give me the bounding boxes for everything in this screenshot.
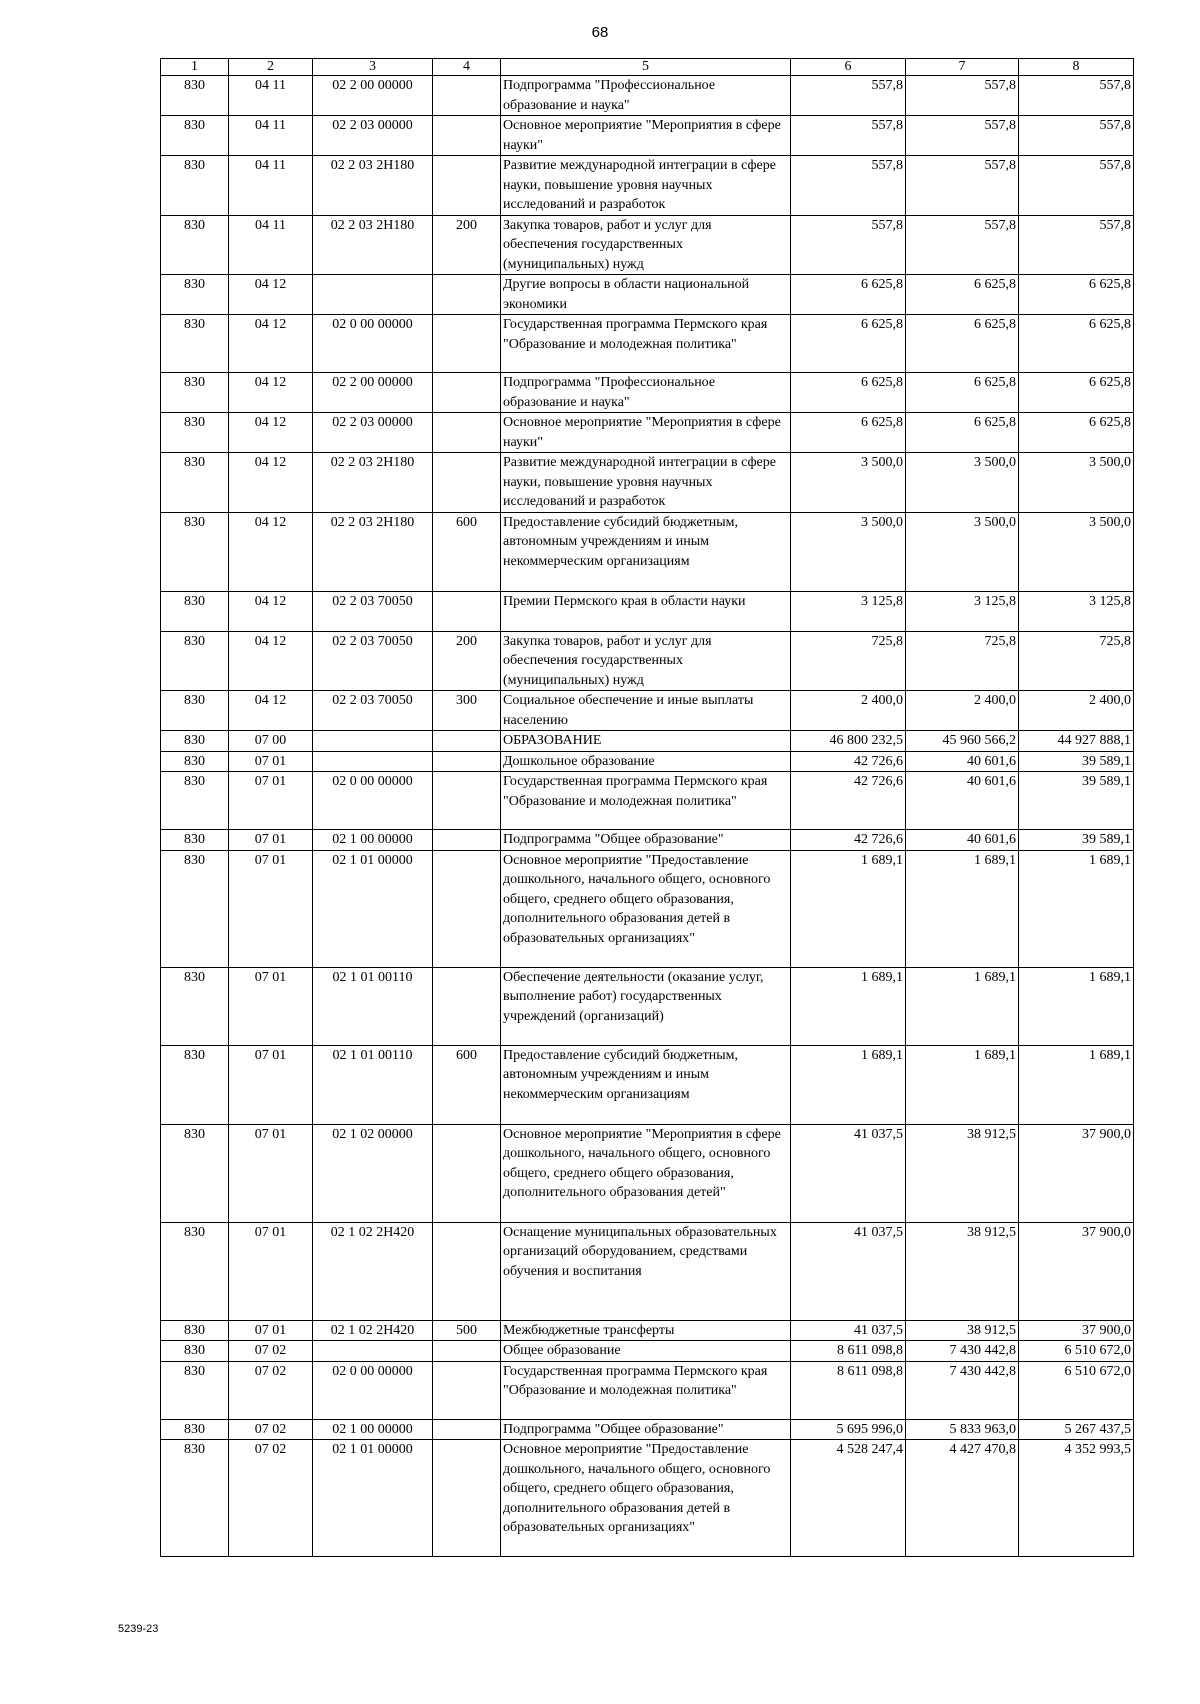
cell-expense-type [433, 1440, 501, 1557]
cell-expense-type [433, 751, 501, 772]
table-row [161, 691, 1134, 731]
cell-amount-year1: 2 400,0 [791, 691, 906, 731]
cell-target-item [313, 1341, 433, 1362]
cell-expense-type [433, 591, 501, 631]
cell-section: 07 01 [229, 751, 313, 772]
cell-name: Закупка товаров, работ и услуг для обеспечения государственных (муниципальных) нужд [501, 215, 791, 275]
cell-section: 07 01 [229, 830, 313, 851]
cell-name: Государственная программа Пермского края "Образование и молодежная политика" [501, 772, 791, 830]
cell-amount-year3: 1 689,1 [1019, 967, 1134, 1045]
cell-target-item: 02 1 00 00000 [313, 830, 433, 851]
cell-receiver: 830 [161, 116, 229, 156]
cell-amount-year3: 39 589,1 [1019, 751, 1134, 772]
cell-expense-type [433, 1419, 501, 1440]
column-header: 7 [906, 59, 1019, 76]
table-row [161, 850, 1134, 967]
column-header: 5 [501, 59, 791, 76]
cell-receiver: 830 [161, 275, 229, 315]
table-row [161, 772, 1134, 830]
cell-amount-year3: 4 352 993,5 [1019, 1440, 1134, 1557]
cell-receiver: 830 [161, 850, 229, 967]
cell-section: 04 11 [229, 116, 313, 156]
cell-expense-type: 500 [433, 1320, 501, 1341]
cell-amount-year1: 42 726,6 [791, 772, 906, 830]
table-row [161, 967, 1134, 1045]
cell-amount-year3: 2 400,0 [1019, 691, 1134, 731]
cell-amount-year2: 7 430 442,8 [906, 1341, 1019, 1362]
cell-amount-year2: 38 912,5 [906, 1222, 1019, 1320]
budget-table [160, 58, 1134, 1557]
cell-name: Подпрограмма "Общее образование" [501, 1419, 791, 1440]
cell-expense-type [433, 275, 501, 315]
cell-amount-year2: 40 601,6 [906, 772, 1019, 830]
cell-section: 04 12 [229, 413, 313, 453]
cell-name: Другие вопросы в области национальной экономики [501, 275, 791, 315]
cell-amount-year1: 6 625,8 [791, 373, 906, 413]
cell-name: Государственная программа Пермского края "Образование и молодежная политика" [501, 1361, 791, 1419]
cell-name: Развитие международной интеграции в сфере науки, повышение уровня научных исследований и разработок [501, 453, 791, 513]
cell-amount-year3: 37 900,0 [1019, 1320, 1134, 1341]
cell-expense-type [433, 731, 501, 752]
cell-amount-year1: 8 611 098,8 [791, 1341, 906, 1362]
cell-amount-year2: 6 625,8 [906, 275, 1019, 315]
cell-name: Подпрограмма "Профессиональное образование и наука" [501, 76, 791, 116]
cell-target-item: 02 2 03 00000 [313, 116, 433, 156]
cell-expense-type: 200 [433, 215, 501, 275]
table-row [161, 591, 1134, 631]
cell-name: Основное мероприятие "Мероприятия в сфере науки" [501, 116, 791, 156]
cell-amount-year1: 6 625,8 [791, 275, 906, 315]
table-row [161, 1419, 1134, 1440]
cell-amount-year2: 6 625,8 [906, 373, 1019, 413]
cell-target-item: 02 2 03 2Н180 [313, 156, 433, 216]
cell-expense-type [433, 967, 501, 1045]
cell-section: 07 01 [229, 1320, 313, 1341]
cell-section: 04 12 [229, 512, 313, 591]
cell-amount-year3: 3 125,8 [1019, 591, 1134, 631]
cell-amount-year1: 3 125,8 [791, 591, 906, 631]
cell-receiver: 830 [161, 373, 229, 413]
cell-amount-year2: 1 689,1 [906, 1045, 1019, 1124]
cell-target-item: 02 1 01 00110 [313, 1045, 433, 1124]
table-row [161, 830, 1134, 851]
cell-name: Обеспечение деятельности (оказание услуг, выполнение работ) государственных учреждений (организаций) [501, 967, 791, 1045]
cell-receiver: 830 [161, 76, 229, 116]
cell-amount-year2: 40 601,6 [906, 751, 1019, 772]
cell-section: 07 01 [229, 772, 313, 830]
cell-amount-year2: 1 689,1 [906, 850, 1019, 967]
cell-amount-year1: 1 689,1 [791, 967, 906, 1045]
cell-amount-year2: 4 427 470,8 [906, 1440, 1019, 1557]
table-row [161, 453, 1134, 513]
cell-amount-year2: 40 601,6 [906, 830, 1019, 851]
cell-name: Предоставление субсидий бюджетным, автономным учреждениям и иным некоммерческим организациям [501, 512, 791, 591]
cell-name: Подпрограмма "Общее образование" [501, 830, 791, 851]
cell-name: Межбюджетные трансферты [501, 1320, 791, 1341]
cell-target-item: 02 0 00 00000 [313, 315, 433, 373]
cell-target-item: 02 2 03 70050 [313, 591, 433, 631]
cell-target-item: 02 1 02 2Н420 [313, 1222, 433, 1320]
table-row [161, 315, 1134, 373]
table-row [161, 1440, 1134, 1557]
cell-target-item: 02 1 01 00000 [313, 1440, 433, 1557]
table-row [161, 156, 1134, 216]
cell-amount-year1: 725,8 [791, 631, 906, 691]
column-header: 2 [229, 59, 313, 76]
cell-target-item [313, 275, 433, 315]
cell-amount-year3: 6 510 672,0 [1019, 1361, 1134, 1419]
cell-expense-type [433, 413, 501, 453]
cell-name: Общее образование [501, 1341, 791, 1362]
cell-receiver: 830 [161, 591, 229, 631]
cell-expense-type [433, 1341, 501, 1362]
cell-expense-type [433, 850, 501, 967]
cell-amount-year1: 8 611 098,8 [791, 1361, 906, 1419]
cell-receiver: 830 [161, 772, 229, 830]
cell-name: Государственная программа Пермского края "Образование и молодежная политика" [501, 315, 791, 373]
cell-receiver: 830 [161, 731, 229, 752]
cell-amount-year1: 1 689,1 [791, 850, 906, 967]
column-header: 6 [791, 59, 906, 76]
cell-section: 04 12 [229, 631, 313, 691]
cell-amount-year1: 557,8 [791, 156, 906, 216]
cell-name: Развитие международной интеграции в сфере науки, повышение уровня научных исследований и разработок [501, 156, 791, 216]
table-row [161, 275, 1134, 315]
cell-target-item: 02 0 00 00000 [313, 772, 433, 830]
cell-amount-year3: 6 625,8 [1019, 275, 1134, 315]
cell-amount-year1: 41 037,5 [791, 1124, 906, 1222]
cell-name: Премии Пермского края в области науки [501, 591, 791, 631]
cell-amount-year3: 39 589,1 [1019, 830, 1134, 851]
cell-name: Закупка товаров, работ и услуг для обеспечения государственных (муниципальных) нужд [501, 631, 791, 691]
cell-amount-year1: 46 800 232,5 [791, 731, 906, 752]
column-header: 4 [433, 59, 501, 76]
table-row [161, 512, 1134, 591]
cell-amount-year3: 557,8 [1019, 215, 1134, 275]
table-row [161, 116, 1134, 156]
cell-name: Основное мероприятие "Мероприятия в сфере дошкольного, начального общего, основного общего, среднего общего образования, дополнительного образования детей" [501, 1124, 791, 1222]
cell-amount-year2: 38 912,5 [906, 1124, 1019, 1222]
cell-amount-year1: 4 528 247,4 [791, 1440, 906, 1557]
table-row [161, 1124, 1134, 1222]
cell-amount-year3: 6 625,8 [1019, 373, 1134, 413]
cell-amount-year3: 557,8 [1019, 76, 1134, 116]
cell-target-item: 02 2 03 70050 [313, 691, 433, 731]
cell-receiver: 830 [161, 1361, 229, 1419]
cell-expense-type: 600 [433, 1045, 501, 1124]
cell-amount-year2: 45 960 566,2 [906, 731, 1019, 752]
cell-expense-type [433, 1124, 501, 1222]
cell-expense-type [433, 373, 501, 413]
cell-target-item: 02 0 00 00000 [313, 1361, 433, 1419]
cell-target-item: 02 2 03 00000 [313, 413, 433, 453]
cell-amount-year2: 3 500,0 [906, 453, 1019, 513]
cell-receiver: 830 [161, 1419, 229, 1440]
cell-amount-year3: 37 900,0 [1019, 1222, 1134, 1320]
table-row [161, 76, 1134, 116]
cell-expense-type [433, 156, 501, 216]
cell-target-item: 02 1 00 00000 [313, 1419, 433, 1440]
cell-receiver: 830 [161, 512, 229, 591]
cell-section: 07 01 [229, 850, 313, 967]
cell-receiver: 830 [161, 1045, 229, 1124]
cell-receiver: 830 [161, 1320, 229, 1341]
cell-amount-year2: 3 500,0 [906, 512, 1019, 591]
cell-name: Дошкольное образование [501, 751, 791, 772]
cell-section: 07 01 [229, 967, 313, 1045]
table-row [161, 373, 1134, 413]
cell-expense-type: 600 [433, 512, 501, 591]
cell-expense-type [433, 772, 501, 830]
cell-amount-year3: 44 927 888,1 [1019, 731, 1134, 752]
table-row [161, 1361, 1134, 1419]
cell-amount-year3: 3 500,0 [1019, 512, 1134, 591]
cell-target-item: 02 1 02 00000 [313, 1124, 433, 1222]
column-header: 8 [1019, 59, 1134, 76]
cell-amount-year1: 1 689,1 [791, 1045, 906, 1124]
cell-section: 04 11 [229, 76, 313, 116]
table-row [161, 731, 1134, 752]
page-number: 68 [591, 24, 609, 41]
cell-amount-year2: 6 625,8 [906, 413, 1019, 453]
table-row [161, 215, 1134, 275]
cell-target-item [313, 751, 433, 772]
cell-name: Социальное обеспечение и иные выплаты населению [501, 691, 791, 731]
cell-section: 04 12 [229, 275, 313, 315]
table-row [161, 751, 1134, 772]
cell-section: 07 00 [229, 731, 313, 752]
cell-amount-year1: 42 726,6 [791, 830, 906, 851]
cell-receiver: 830 [161, 967, 229, 1045]
cell-amount-year1: 41 037,5 [791, 1320, 906, 1341]
cell-amount-year2: 2 400,0 [906, 691, 1019, 731]
cell-section: 07 02 [229, 1341, 313, 1362]
cell-amount-year1: 6 625,8 [791, 413, 906, 453]
cell-amount-year3: 6 625,8 [1019, 413, 1134, 453]
cell-receiver: 830 [161, 1124, 229, 1222]
cell-amount-year3: 37 900,0 [1019, 1124, 1134, 1222]
cell-target-item: 02 2 03 2Н180 [313, 453, 433, 513]
cell-name: Основное мероприятие "Предоставление дошкольного, начального общего, основного общего, среднего общего образования, дополнительного образования детей в образовательных организациях" [501, 850, 791, 967]
cell-expense-type [433, 830, 501, 851]
cell-amount-year1: 557,8 [791, 116, 906, 156]
cell-amount-year1: 5 695 996,0 [791, 1419, 906, 1440]
cell-amount-year3: 6 625,8 [1019, 315, 1134, 373]
cell-amount-year3: 725,8 [1019, 631, 1134, 691]
cell-amount-year1: 3 500,0 [791, 512, 906, 591]
cell-amount-year3: 1 689,1 [1019, 1045, 1134, 1124]
document-code: 5239-23 [118, 1623, 159, 1635]
cell-receiver: 830 [161, 830, 229, 851]
cell-expense-type: 300 [433, 691, 501, 731]
cell-amount-year3: 5 267 437,5 [1019, 1419, 1134, 1440]
cell-amount-year3: 6 510 672,0 [1019, 1341, 1134, 1362]
cell-section: 07 01 [229, 1045, 313, 1124]
cell-amount-year1: 557,8 [791, 215, 906, 275]
table-row [161, 1222, 1134, 1320]
cell-name: Основное мероприятие "Мероприятия в сфере науки" [501, 413, 791, 453]
cell-receiver: 830 [161, 691, 229, 731]
cell-amount-year1: 6 625,8 [791, 315, 906, 373]
table-row [161, 1341, 1134, 1362]
cell-receiver: 830 [161, 1440, 229, 1557]
cell-section: 04 12 [229, 315, 313, 373]
cell-amount-year3: 39 589,1 [1019, 772, 1134, 830]
cell-target-item: 02 1 02 2Н420 [313, 1320, 433, 1341]
cell-amount-year2: 725,8 [906, 631, 1019, 691]
table-row [161, 631, 1134, 691]
cell-section: 07 01 [229, 1222, 313, 1320]
cell-target-item: 02 2 00 00000 [313, 76, 433, 116]
cell-receiver: 830 [161, 1222, 229, 1320]
cell-target-item [313, 731, 433, 752]
cell-receiver: 830 [161, 453, 229, 513]
cell-section: 04 12 [229, 453, 313, 513]
cell-name: Оснащение муниципальных образовательных организаций оборудованием, средствами обучения и воспитания [501, 1222, 791, 1320]
cell-section: 04 12 [229, 691, 313, 731]
header-row [161, 59, 1134, 76]
cell-target-item: 02 1 01 00000 [313, 850, 433, 967]
cell-receiver: 830 [161, 215, 229, 275]
column-header: 3 [313, 59, 433, 76]
cell-amount-year3: 557,8 [1019, 156, 1134, 216]
cell-amount-year2: 557,8 [906, 215, 1019, 275]
table-row [161, 1320, 1134, 1341]
cell-section: 04 11 [229, 156, 313, 216]
cell-amount-year3: 3 500,0 [1019, 453, 1134, 513]
cell-expense-type [433, 76, 501, 116]
cell-amount-year2: 3 125,8 [906, 591, 1019, 631]
cell-receiver: 830 [161, 631, 229, 691]
cell-expense-type [433, 453, 501, 513]
cell-receiver: 830 [161, 413, 229, 453]
cell-amount-year1: 42 726,6 [791, 751, 906, 772]
cell-amount-year2: 5 833 963,0 [906, 1419, 1019, 1440]
cell-target-item: 02 1 01 00110 [313, 967, 433, 1045]
cell-name: Предоставление субсидий бюджетным, автономным учреждениям и иным некоммерческим организациям [501, 1045, 791, 1124]
cell-expense-type [433, 116, 501, 156]
cell-section: 07 01 [229, 1124, 313, 1222]
cell-section: 04 12 [229, 591, 313, 631]
cell-target-item: 02 2 00 00000 [313, 373, 433, 413]
cell-section: 07 02 [229, 1419, 313, 1440]
cell-target-item: 02 2 03 70050 [313, 631, 433, 691]
cell-section: 07 02 [229, 1440, 313, 1557]
cell-amount-year2: 38 912,5 [906, 1320, 1019, 1341]
cell-expense-type [433, 315, 501, 373]
cell-expense-type: 200 [433, 631, 501, 691]
cell-section: 04 11 [229, 215, 313, 275]
table-row [161, 1045, 1134, 1124]
cell-receiver: 830 [161, 156, 229, 216]
cell-receiver: 830 [161, 315, 229, 373]
cell-expense-type [433, 1361, 501, 1419]
cell-amount-year2: 557,8 [906, 76, 1019, 116]
cell-section: 04 12 [229, 373, 313, 413]
cell-amount-year2: 1 689,1 [906, 967, 1019, 1045]
cell-target-item: 02 2 03 2Н180 [313, 512, 433, 591]
cell-receiver: 830 [161, 1341, 229, 1362]
cell-section: 07 02 [229, 1361, 313, 1419]
cell-name: ОБРАЗОВАНИЕ [501, 731, 791, 752]
cell-amount-year1: 3 500,0 [791, 453, 906, 513]
cell-amount-year2: 6 625,8 [906, 315, 1019, 373]
column-header: 1 [161, 59, 229, 76]
cell-name: Подпрограмма "Профессиональное образование и наука" [501, 373, 791, 413]
cell-receiver: 830 [161, 751, 229, 772]
cell-expense-type [433, 1222, 501, 1320]
cell-name: Основное мероприятие "Предоставление дошкольного, начального общего, основного общего, среднего общего образования, дополнительного образования детей в образовательных организациях" [501, 1440, 791, 1557]
cell-amount-year2: 557,8 [906, 156, 1019, 216]
table-row [161, 413, 1134, 453]
cell-amount-year2: 557,8 [906, 116, 1019, 156]
cell-amount-year3: 1 689,1 [1019, 850, 1134, 967]
cell-amount-year1: 41 037,5 [791, 1222, 906, 1320]
cell-amount-year3: 557,8 [1019, 116, 1134, 156]
cell-amount-year2: 7 430 442,8 [906, 1361, 1019, 1419]
cell-amount-year1: 557,8 [791, 76, 906, 116]
cell-target-item: 02 2 03 2Н180 [313, 215, 433, 275]
budget-table-body [161, 76, 1134, 1557]
